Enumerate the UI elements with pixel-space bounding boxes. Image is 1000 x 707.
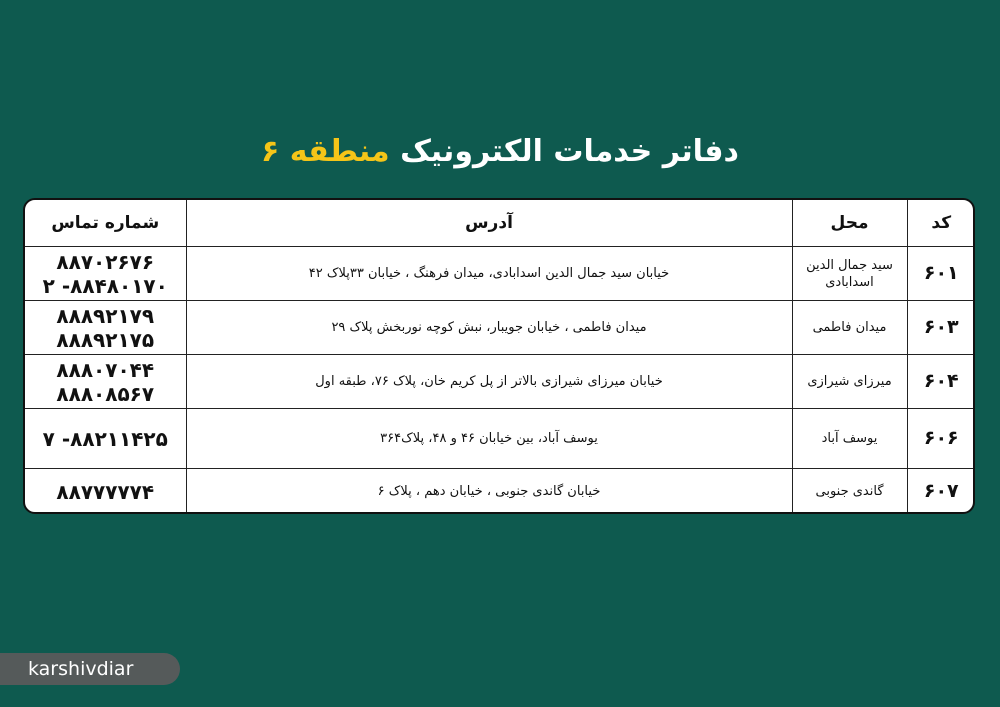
- offices-table-card: [23, 198, 975, 514]
- office-code: ۶۰۷: [907, 469, 975, 515]
- office-code: ۶۰۳: [907, 301, 975, 355]
- office-place: [792, 409, 907, 469]
- table-row: [25, 247, 975, 301]
- office-address: خیابان گاندی جنوبی ، خیابان دهم ، پلاک ۶: [186, 469, 792, 515]
- title-highlight: منطقه ۶: [261, 134, 390, 169]
- header-code: کد: [907, 200, 975, 247]
- office-code: ۶۰۶: [907, 409, 975, 469]
- place-line: اسدابادی: [825, 274, 874, 290]
- office-place: [792, 469, 907, 515]
- header-place: محل: [792, 200, 907, 247]
- phone-number: ۸۸۷۷۷۷۷۴: [56, 479, 155, 504]
- place-line: سید جمال الدین: [806, 257, 893, 273]
- table-row: [25, 409, 975, 469]
- office-phone: [25, 301, 186, 355]
- phone-number: ۸۸۸۹۲۱۷۹: [56, 303, 155, 328]
- table-row: [25, 469, 975, 515]
- office-address: یوسف آباد، بین خیابان ۴۶ و ۴۸، پلاک۳۶۴: [186, 409, 792, 469]
- phone-number: ۸۸۸۰۷۰۴۴: [56, 357, 155, 382]
- phone-number: ۸۸۷۰۲۶۷۶: [56, 249, 155, 274]
- office-phone: [25, 355, 186, 409]
- header-address: آدرس: [186, 200, 792, 247]
- office-code: ۶۰۱: [907, 247, 975, 301]
- office-code: ۶۰۴: [907, 355, 975, 409]
- office-place: [792, 301, 907, 355]
- brand-badge: karshivdiar: [0, 653, 180, 685]
- office-phone: [25, 247, 186, 301]
- phone-number: ۸۸۸۰۸۵۶۷: [56, 381, 155, 406]
- header-phone: شماره تماس: [25, 200, 186, 247]
- phone-number: ۸۸۴۸۰۱۷۰- ۲: [42, 273, 168, 298]
- table-header-row: [25, 200, 975, 247]
- office-phone: [25, 469, 186, 515]
- title-main: دفاتر خدمات الکترونیک: [400, 134, 739, 169]
- place-line: گاندی جنوبی: [815, 484, 884, 500]
- table-row: [25, 301, 975, 355]
- phone-number: ۸۸۸۹۲۱۷۵: [56, 327, 155, 352]
- place-line: میرزای شیرازی: [807, 374, 892, 389]
- phone-number: ۸۸۲۱۱۴۲۵- ۷: [42, 426, 168, 451]
- office-address: میدان فاطمی ، خیابان جویبار، نبش کوچه نوربخش پلاک ۲۹: [186, 301, 792, 355]
- place-line: یوسف آباد: [821, 431, 878, 446]
- table-row: [25, 355, 975, 409]
- office-place: [792, 355, 907, 409]
- place-line: میدان فاطمی: [812, 320, 887, 335]
- office-place: [792, 247, 907, 301]
- office-phone: [25, 409, 186, 469]
- office-address: خیابان سید جمال الدین اسدابادی، میدان فرهنگ ، خیابان ۳۳پلاک ۴۲: [186, 247, 792, 301]
- offices-table: [25, 200, 975, 514]
- page-title: [0, 130, 1000, 174]
- office-address: خیابان میرزای شیرازی بالاتر از پل کریم خان، پلاک ۷۶، طبقه اول: [186, 355, 792, 409]
